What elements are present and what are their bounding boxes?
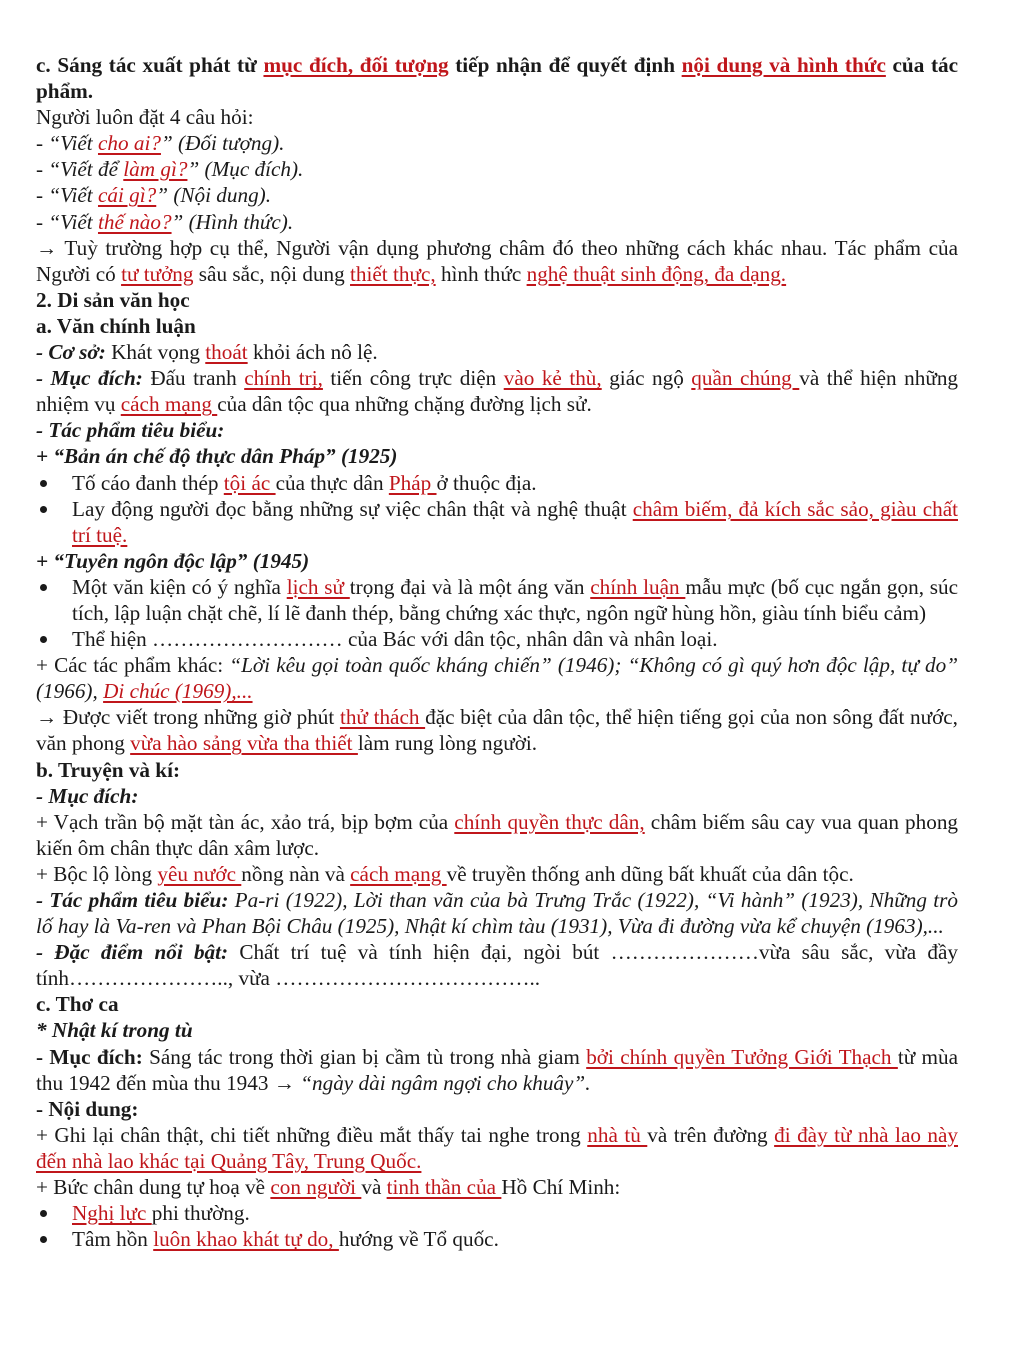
mucdich-paragraph: - Mục đích: Đấu tranh chính trị, tiến công trực diện vào kẻ thù, giác ngộ quần chúng và thể hiện những nhiệm vụ cách mạng của dân tộc qua những chặng đường lịch sử. <box>36 366 959 417</box>
other-works-conclusion: → Được viết trong những giờ phút thử thách đặc biệt của dân tộc, thể hiện tiếng gọi của non sông đất nước, văn phong vừa hào sảng vừa tha thiết làm rung lòng người. <box>36 705 958 756</box>
content-line: + Ghi lại chân thật, chi tiết những điều mắt thấy tai nghe trong nhà tù và trên đường đi đày từ nhà lao này đến nhà lao khác tại Quảng Tây, Trung Quốc. <box>36 1122 959 1173</box>
mucdich-label: - Mục đích: <box>36 783 139 808</box>
tacpham-label: - Tác phẩm tiêu biểu: <box>36 418 225 443</box>
work-title: + “Tuyên ngôn độc lập” (1945) <box>36 548 310 573</box>
subsection-title-b: b. Truyện và kí: <box>36 757 181 782</box>
other-works: + Các tác phẩm khác: “Lời kêu gọi toàn quốc kháng chiến” (1946); “Không có gì quý hơn độc lập, tự do” (1966), Di chúc (1969),... <box>36 653 958 704</box>
bullet-list <box>36 470 958 548</box>
fill-blank: ……………………………….. <box>275 966 541 991</box>
question-item: - “Viết thế nào?” (Hình thức). <box>36 209 294 234</box>
fill-blank: ……………………… <box>152 627 348 652</box>
fill-blank: ………………… <box>610 940 759 965</box>
list-item: Tâm hồn luôn khao khát tự do, hướng về Tổ quốc. <box>36 1226 958 1252</box>
list-item: Tố cáo đanh thép tội ác của thực dân Pháp ở thuộc địa. <box>36 470 958 496</box>
questions-intro: Người luôn đặt 4 câu hỏi: <box>36 105 254 130</box>
fill-blank: ………………….. <box>68 966 228 991</box>
subsection-title-a: a. Văn chính luận <box>36 313 196 338</box>
question-item: - “Viết để làm gì?” (Mục đích). <box>36 157 304 182</box>
question-item: - “Viết cái gì?” (Nội dung). <box>36 183 272 208</box>
purpose-line: + Vạch trần bộ mặt tàn ác, xảo trá, bịp bợm của chính quyền thực dân, châm biếm sâu cay vua quan phong kiến ôm chân thực dân xâm lược. <box>36 809 959 860</box>
subsection-title-c: c. Thơ ca <box>36 992 119 1017</box>
section-heading-c: c. Sáng tác xuất phát từ mục đích, đối tượng tiếp nhận để quyết định nội dung và hình thức của tác phẩm. <box>36 53 959 104</box>
question-item: - “Viết cho ai?” (Đối tượng). <box>36 131 285 156</box>
section-title-2: 2. Di sản văn học <box>36 287 190 312</box>
content-line: + Bức chân dung tự hoạ về con người và tinh thần của Hồ Chí Minh: <box>36 1175 621 1200</box>
notable-features: - Đặc điểm nổi bật: Chất trí tuệ và tính hiện đại, ngòi bút …………………vừa sâu sắc, vừa đầy tính………………….., vừa ……………………………….. <box>36 940 958 991</box>
poetry-purpose: - Mục đích: Sáng tác trong thời gian bị cầm tù trong nhà giam bởi chính quyền Tưởng Giới Thạch từ mùa thu 1942 đến mùa thu 1943 → “ngày dài ngâm ngợi cho khuây”. <box>36 1044 958 1095</box>
bullet-list <box>36 574 958 652</box>
poetry-sub-title: * Nhật kí trong tù <box>36 1018 193 1043</box>
conclusion-paragraph: → Tuỳ trường hợp cụ thể, Người vận dụng phương châm đó theo những cách khác nhau. Tác phẩm của Người có tư tưởng sâu sắc, nội dung thiết thực, hình thức nghệ thuật sinh động, đa dạng. <box>36 235 958 286</box>
list-item: Lay động người đọc bằng những sự việc chân thật và nghệ thuật châm biếm, đả kích sắc sảo, giàu chất trí tuệ. <box>36 496 958 548</box>
coso-line: - Cơ sở: Khát vọng thoát khỏi ách nô lệ. <box>36 340 378 365</box>
bullet-list <box>36 1200 958 1252</box>
list-item: Thể hiện ……………………… của Bác với dân tộc, nhân dân và nhân loại. <box>36 626 958 652</box>
list-item: Một văn kiện có ý nghĩa lịch sử trọng đại và là một áng văn chính luận mẫu mực (bố cục ngắn gọn, súc tích, lập luận chặt chẽ, lí lẽ đanh thép, bằng chứng xác thực, ngôn ngữ hùng hồn, giàu tính biểu cảm) <box>36 574 958 626</box>
noidung-label: - Nội dung: <box>36 1096 139 1121</box>
purpose-line: + Bộc lộ lòng yêu nước nồng nàn và cách mạng về truyền thống anh dũng bất khuất của dân tộc. <box>36 861 854 886</box>
representative-works: - Tác phẩm tiêu biểu: Pa-ri (1922), Lời than vãn của bà Trưng Trắc (1922), “Vi hành” (1923), Những trò lố hay là Va-ren và Phan Bội Châu (1925), Nhật kí chìm tàu (1931), Vừa đi đường vừa kể chuyện (1963),... <box>36 888 958 939</box>
list-item: Nghị lực phi thường. <box>36 1200 958 1226</box>
work-title: + “Bản án chế độ thực dân Pháp” (1925) <box>36 444 398 469</box>
